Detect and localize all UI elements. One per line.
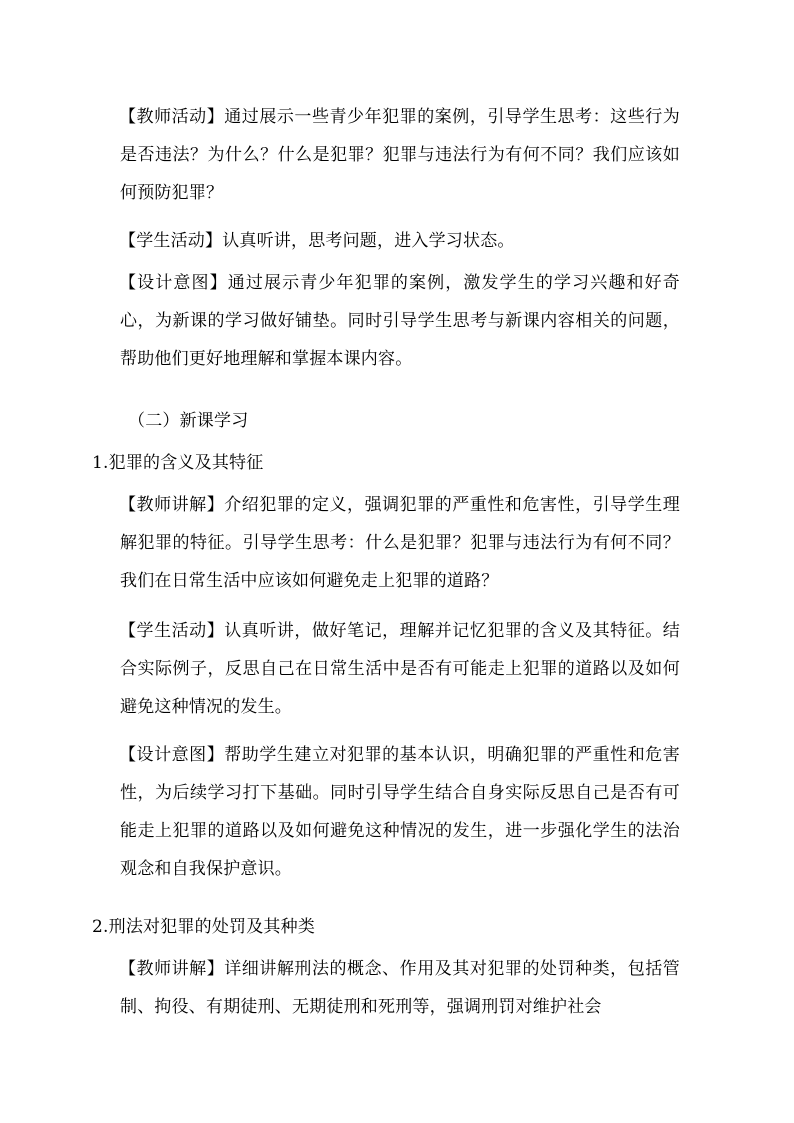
paragraph-design-intent-2 [120,736,680,888]
paragraph-text: 介绍犯罪的定义，强调犯罪的严重性和危害性，引导学生理解犯罪的特征。引导学生思考：什么是犯罪？犯罪与违法行为有何不同？我们在日常生活中应该如何避免走上犯罪的道路？ [120,495,681,591]
paragraph-text: 认真听讲，思考问题，进入学习状态。 [222,231,515,251]
paragraph-tag: 【设计意图】 [119,273,228,293]
paragraph-teacher-lecture-2 [120,950,680,1026]
section-heading: （二）新课学习 [128,411,249,431]
paragraph-teacher-activity [120,98,680,212]
paragraph-text: 通过展示一些青少年犯罪的案例，引导学生思考：这些行为是否违法？为什么？什么是犯罪？犯罪与违法行为有何不同？我们应该如何预防犯罪？ [120,107,681,203]
paragraph-student-activity [120,222,680,260]
paragraph-tag: 【教师活动】 [119,107,225,127]
paragraph-text: 帮助学生建立对犯罪的基本认识，明确犯罪的严重性和危害性，为后续学习打下基础。同时引导学生结合自身实际反思自己是否有可能走上犯罪的道路以及如何避免这种情况的发生，进一步强化学生的法治观念和自我保护意识。 [120,745,681,879]
item-heading-1: 1.犯罪的含义及其特征 [92,453,264,473]
paragraph-tag: 【学生活动】 [119,231,223,251]
paragraph-student-activity-2 [120,612,680,726]
paragraph-tag: 【设计意图】 [119,745,225,765]
paragraph-text: 通过展示青少年犯罪的案例，激发学生的学习兴趣和好奇心，为新课的学习做好铺垫。同时引导学生思考与新课内容相关的问题，帮助他们更好地理解和掌握本课内容。 [120,273,681,369]
paragraph-text: 认真听讲，做好笔记，理解并记忆犯罪的含义及其特征。结合实际例子，反思自己在日常生活中是否有可能走上犯罪的道路以及如何避免这种情况的发生。 [120,621,681,717]
item-heading-2: 2.刑法对犯罪的处罚及其种类 [92,917,316,937]
paragraph-tag: 【学生活动】 [119,621,225,641]
paragraph-text: 详细讲解刑法的概念、作用及其对犯罪的处罚种类，包括管制、拘役、有期徒刑、无期徒刑和死刑等，强调刑罚对维护社会 [120,959,681,1017]
paragraph-tag: 【教师讲解】 [119,495,225,515]
paragraph-design-intent [120,264,680,378]
paragraph-tag: 【教师讲解】 [119,959,225,979]
paragraph-teacher-lecture [120,486,680,600]
